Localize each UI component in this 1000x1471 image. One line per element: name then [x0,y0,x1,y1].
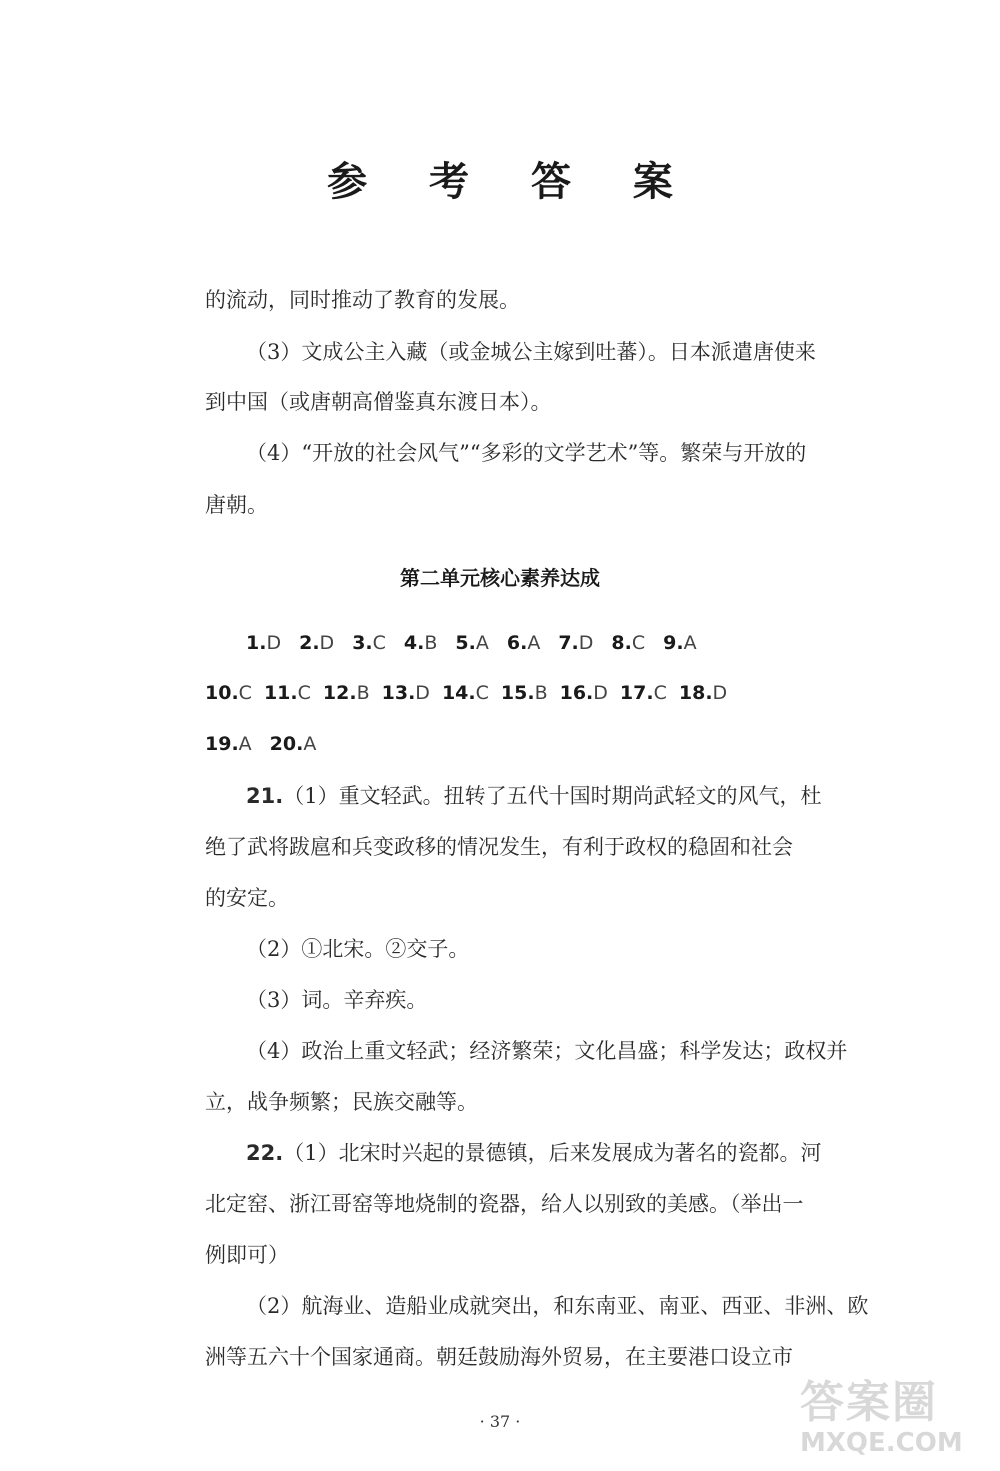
mcq-item: 3.C [352,632,386,654]
mcq-item: 12.B [322,682,370,704]
text-line: （3）文成公主入藏（或金城公主嫁到吐蕃）。日本派遣唐使来 [246,340,816,364]
mcq-row-2 [205,680,805,706]
mcq-row-3 [205,731,805,757]
text-line: （2）①北宋。②交子。 [246,937,470,961]
watermark-text: 答案圈 [800,1377,938,1428]
text-line: 例即可） [205,1243,289,1267]
mcq-item: 1.D [246,632,282,654]
page-title: 参 考 答 案 [327,158,697,205]
mcq-item: 11.C [263,682,311,704]
text-line: （2）航海业、造船业成就突出，和东南亚、南亚、西亚、非洲、欧 [246,1294,869,1318]
text-line: 绝了武将跋扈和兵变政移的情况发生，有利于政权的稳固和社会 [205,835,793,859]
mcq-item: 4.B [403,632,438,654]
text-line: （3）词。辛弃疾。 [246,988,428,1012]
mcq-item: 14.C [441,682,489,704]
mcq-item: 17.C [619,682,667,704]
question-22-line: 22.（1）北宋时兴起的景德镇，后来发展成为著名的瓷都。河 [246,1141,822,1165]
question-21-line: 21.（1）重文轻武。扭转了五代十国时期尚武轻文的风气，杜 [246,784,822,808]
mcq-item: 15.B [500,682,548,704]
mcq-item: 9.A [663,632,697,654]
question-number: 21. [246,784,284,808]
question-number: 22. [246,1141,284,1165]
text-line: 北定窑、浙江哥窑等地烧制的瓷器，给人以别致的美感。（举出一 [205,1192,804,1216]
text-line: 立，战争频繁；民族交融等。 [205,1090,478,1114]
text-line: 唐朝。 [205,493,268,517]
mcq-item: 20.A [269,733,317,755]
mcq-item: 19.A [205,733,252,755]
mcq-item: 16.D [559,682,608,704]
mcq-item: 18.D [678,682,728,704]
mcq-item: 13.D [381,682,430,704]
unit-heading: 第二单元核心素养达成 [400,566,600,590]
page-number: · 37 · [479,1412,521,1431]
text-line: （4）“开放的社会风气”“多彩的文学艺术”等。繁荣与开放的 [246,441,807,465]
mcq-item: 5.A [455,632,489,654]
mcq-item: 8.C [611,632,646,654]
watermark-logo [800,1378,990,1466]
mcq-item: 10.C [205,682,252,704]
text-line: 到中国（或唐朝高僧鉴真东渡日本）。 [205,390,552,414]
mcq-item: 7.D [558,632,594,654]
text-line: 洲等五六十个国家通商。朝廷鼓励海外贸易，在主要港口设立市 [205,1345,793,1369]
mcq-item: 2.D [299,632,335,654]
text-line: 的流动，同时推动了教育的发展。 [205,288,520,312]
text-line: （4）政治上重文轻武；经济繁荣；文化昌盛；科学发达；政权并 [246,1039,848,1063]
watermark-url: MXQE.COM [800,1428,963,1458]
text-line: 的安定。 [205,886,289,910]
mcq-item: 6.A [506,632,541,654]
mcq-row-1 [246,630,846,656]
